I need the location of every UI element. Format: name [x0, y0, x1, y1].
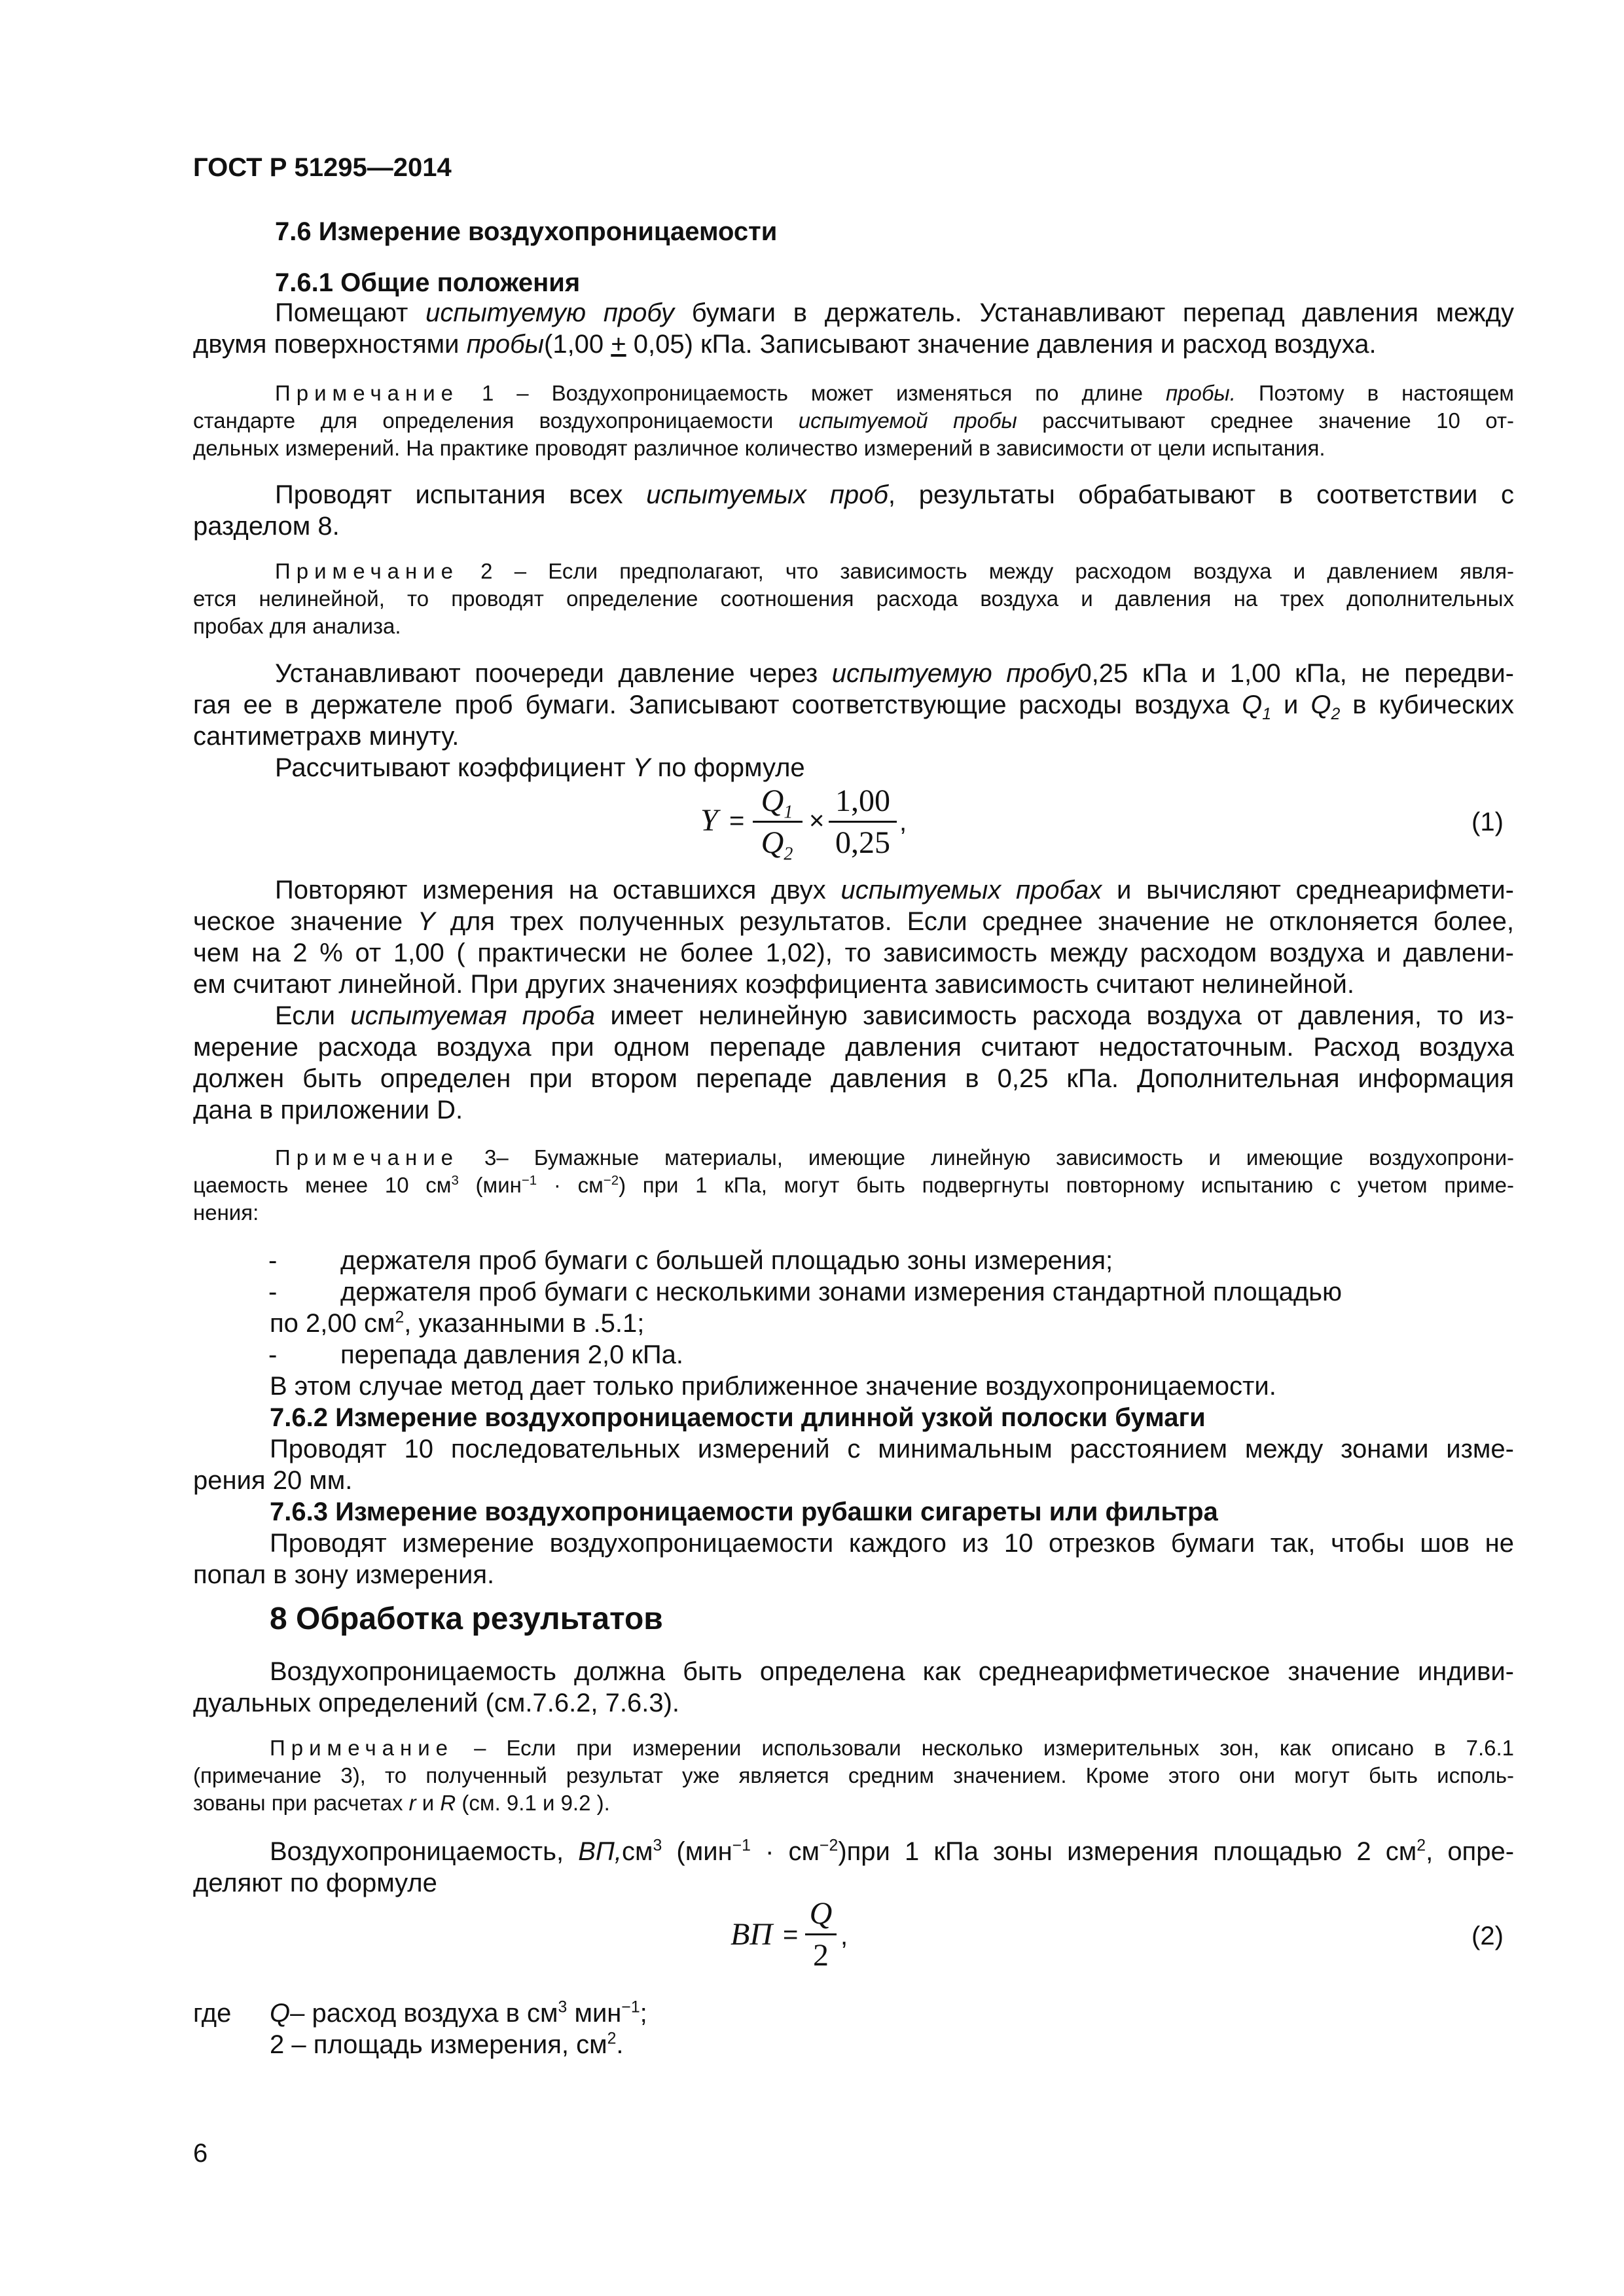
paragraph-line: В этом случае метод дает только приближенное значение воздухопроницаемости. — [270, 1372, 1276, 1401]
list-item: перепада давления 2,0 кПа. — [340, 1340, 684, 1369]
note-line: ется нелинейной, то проводят определение соотношения расхода воздуха и давления на трех дополнительных — [193, 586, 1514, 611]
formula-times: × — [809, 806, 825, 835]
fraction-line — [829, 821, 897, 823]
paragraph-line: Если испытуемая проба имеет нелинейную зависимость расхода воздуха от давления, то из- — [275, 1001, 1515, 1030]
section-7-6-1-title: 7.6.1 Общие положения — [275, 268, 581, 297]
list-dash: - — [268, 1340, 278, 1369]
note-line: стандарте для определения воздухопроницаемости испытуемой пробы рассчитывают среднее значение 10 от- — [193, 408, 1514, 433]
formula-numerator-2: 1,00 — [835, 783, 890, 818]
paragraph-line: Воздухопроницаемость, $ВП,см^3$ $(мин^{-1} \cdot см^{-2})при$ 1 кПа зоны измерения площадью 2 $см^2$, опре- — [270, 1837, 1515, 1866]
formula-number: (1) — [1471, 808, 1504, 836]
paragraph-line: Помещают испытуемую пробу бумаги в держатель. Устанавливают перепад давления между — [275, 298, 1515, 327]
note-line: дельных измерений. На практике проводят различное количество измерений в зависимости от цели испытания. — [193, 436, 1326, 460]
note-line: пробах для анализа. — [193, 614, 401, 638]
formula-comma: , — [899, 808, 907, 836]
paragraph-line: чем на 2 % от 1,00 ( практически не более 1,02), то зависимость между расходом воздуха и давлени- — [193, 939, 1514, 967]
paragraph-line: Проводят 10 последовательных измерений с минимальным расстоянием между зонами изме- — [270, 1435, 1514, 1463]
paragraph-line: Рассчитывают коэффициент Y по формуле — [275, 753, 805, 782]
where-item: Q– расход воздуха в $см^3$ мин$^{-1}$; — [270, 1998, 647, 2028]
fraction-line — [805, 1933, 837, 1935]
paragraph-line: попал в зону измерения. — [193, 1560, 495, 1589]
paragraph-line: двумя поверхностями пробы(1,00 + 0,05) кПа. Записывают значение давления и расход воздуха. — [193, 330, 1377, 359]
formula-denominator: 2 — [813, 1938, 829, 1973]
paragraph-line: ческое значение Y для трех полученных результатов. Если среднее значение не отклоняется более, — [193, 907, 1514, 936]
list-dash: - — [268, 1246, 278, 1275]
formula-equals: = — [783, 1920, 799, 1949]
formula-lhs: Y — [700, 803, 718, 838]
section-7-6-3-title: 7.6.3 Измерение воздухопроницаемости рубашки сигареты или фильтра — [270, 1498, 1218, 1526]
note-line: зованы при расчетах r и R (см. 9.1 и 9.2 ). — [193, 1791, 610, 1815]
formula-denominator-1: $Q_2$ — [761, 825, 793, 865]
section-7-6-2-title: 7.6.2 Измерение воздухопроницаемости длинной узкой полоски бумаги — [270, 1403, 1206, 1432]
note-line: Примечание 2 – Если предполагают, что зависимость между расходом воздуха и давлением явля- — [275, 559, 1514, 583]
formula-denominator-2: 0,25 — [835, 825, 890, 860]
paragraph-line: разделом 8. — [193, 512, 340, 541]
paragraph-line: дуальных определений (см.7.6.2, 7.6.3). — [193, 1689, 680, 1717]
paragraph-line: Проводят измерение воздухопроницаемости каждого из 10 отрезков бумаги так, чтобы шов не — [270, 1529, 1514, 1558]
formula-lhs: ВП — [731, 1917, 772, 1952]
note-line: Примечание 1 – Воздухопроницаемость может изменяться по длине пробы. Поэтому в настоящем — [275, 381, 1514, 405]
note-line: Примечание 3– Бумажные материалы, имеющие линейную зависимость и имеющие воздухопрони- — [275, 1145, 1514, 1170]
formula-numerator-1: $Q_1$ — [761, 783, 793, 823]
paragraph-line: гая ее в держателе проб бумаги. Записывают соответствующие расходы воздуха $Q_1$ и $Q_2$ в кубических — [193, 691, 1514, 723]
paragraph-line: дана в приложении D. — [193, 1096, 463, 1124]
list-item: держателя проб бумаги с большей площадью зоны измерения; — [340, 1246, 1113, 1275]
paragraph-line: мерение расхода воздуха при одном перепаде давления считают недостаточным. Расход воздуха — [193, 1033, 1514, 1062]
paragraph-line: Проводят испытания всех испытуемых проб, результаты обрабатывают в соответствии с — [275, 480, 1515, 509]
paragraph-line: должен быть определен при втором перепаде давления в 0,25 кПа. Дополнительная информация — [193, 1064, 1514, 1093]
note-line: нения: — [193, 1200, 259, 1225]
paragraph-line: Повторяют измерения на оставшихся двух испытуемых пробах и вычисляют среднеарифмети- — [275, 876, 1514, 905]
paragraph-line: сантиметрахв минуту. — [193, 722, 460, 751]
paragraph-line: Устанавливают поочереди давление через испытуемую пробу0,25 кПа и 1,00 кПа, не передви- — [275, 659, 1514, 688]
page-number: 6 — [193, 2139, 208, 2168]
section-8-title: 8 Обработка результатов — [270, 1602, 663, 1636]
formula-comma: , — [840, 1922, 848, 1950]
formula-equals: = — [729, 806, 745, 835]
list-item: по 2,00 $см^2$, указанными в .5.1; — [270, 1308, 645, 1338]
section-7-6-title: 7.6 Измерение воздухопроницаемости — [275, 217, 778, 246]
fraction-line — [753, 821, 803, 823]
paragraph-line: деляют по формуле — [193, 1869, 437, 1897]
where-label: где — [193, 1999, 232, 2028]
paragraph-line: Воздухопроницаемость должна быть определена как среднеарифметическое значение индиви- — [270, 1657, 1514, 1686]
paragraph-line: ем считают линейной. При других значениях коэффициента зависимость считают нелинейной. — [193, 970, 1354, 999]
note-line: Примечание – Если при измерении использовали несколько измерительных зон, как описано в 7.6.1 — [270, 1736, 1514, 1760]
list-item: держателя проб бумаги с несколькими зонами измерения стандартной площадью — [340, 1278, 1343, 1306]
document-code: ГОСТ Р 51295—2014 — [193, 153, 452, 182]
where-item: 2 – площадь измерения, $см^2$. — [270, 2030, 624, 2059]
formula-number: (2) — [1471, 1922, 1504, 1950]
note-line: (примечание 3), то полученный результат уже является средним значением. Кроме этого они могут быть исполь- — [193, 1763, 1514, 1787]
list-dash: - — [268, 1278, 278, 1306]
note-line: цаемость менее 10 $см^3$ $(мин^{-1} \cdot см^{-2})$ при 1 кПа, могут быть подвергнуты повторному испытанию с учетом приме- — [193, 1173, 1514, 1197]
formula-numerator: Q — [809, 1896, 833, 1931]
paragraph-line: рения 20 мм. — [193, 1466, 353, 1495]
